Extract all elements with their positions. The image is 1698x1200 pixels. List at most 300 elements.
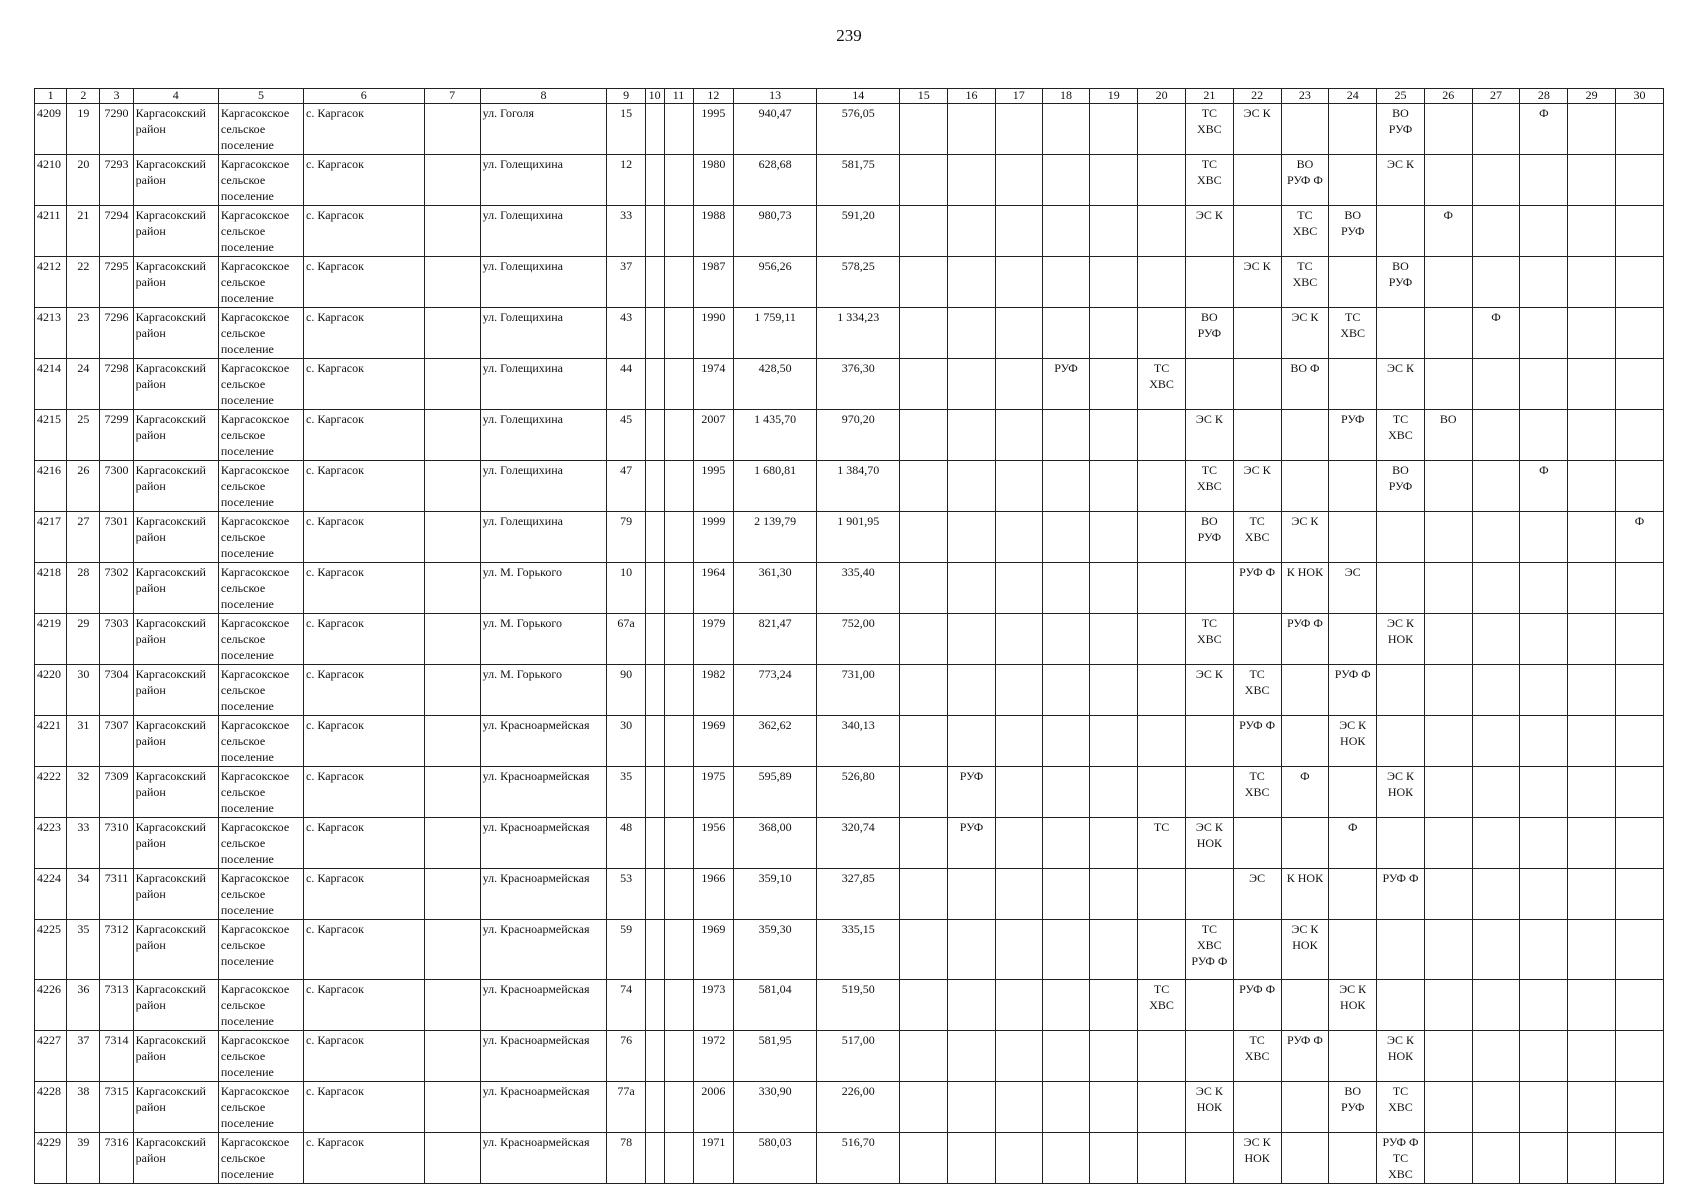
cell-col-30 <box>1616 1031 1664 1082</box>
cell-col-29 <box>1568 614 1616 665</box>
cell-col-7 <box>424 980 480 1031</box>
cell-col-28: Ф <box>1520 104 1568 155</box>
cell-col-23 <box>1281 980 1329 1031</box>
cell-col-21: ЭС К <box>1185 206 1233 257</box>
cell-col-4: Каргасокский район <box>133 206 218 257</box>
cell-col-11 <box>664 1031 693 1082</box>
cell-col-18 <box>1042 767 1090 818</box>
cell-col-9: 53 <box>607 869 645 920</box>
cell-col-28 <box>1520 1082 1568 1133</box>
cell-col-28 <box>1520 410 1568 461</box>
cell-col-10 <box>645 308 664 359</box>
cell-col-17 <box>995 206 1042 257</box>
cell-col-7 <box>424 1082 480 1133</box>
cell-col-11 <box>664 920 693 980</box>
cell-col-12: 2007 <box>693 410 734 461</box>
cell-col-13: 1 759,11 <box>734 308 817 359</box>
cell-col-11 <box>664 716 693 767</box>
cell-col-23: ЭС К <box>1281 512 1329 563</box>
cell-col-5: Каргасокское сельское поселение <box>218 155 303 206</box>
cell-col-30 <box>1616 614 1664 665</box>
cell-col-13: 1 680,81 <box>734 461 817 512</box>
cell-col-18 <box>1042 980 1090 1031</box>
cell-col-27: Ф <box>1472 308 1520 359</box>
cell-col-27 <box>1472 155 1520 206</box>
cell-col-7 <box>424 869 480 920</box>
cell-col-6: с. Каргасок <box>304 359 425 410</box>
cell-col-26 <box>1424 767 1472 818</box>
cell-col-20 <box>1138 1031 1186 1082</box>
cell-col-22: ТС ХВС <box>1233 665 1281 716</box>
cell-col-28 <box>1520 614 1568 665</box>
cell-col-6: с. Каргасок <box>304 818 425 869</box>
cell-col-12: 1999 <box>693 512 734 563</box>
cell-col-30 <box>1616 359 1664 410</box>
cell-col-8: ул. Красноармейская <box>480 716 607 767</box>
cell-col-20 <box>1138 104 1186 155</box>
cell-col-4: Каргасокский район <box>133 155 218 206</box>
cell-col-10 <box>645 665 664 716</box>
cell-col-14: 1 334,23 <box>817 308 900 359</box>
cell-col-30 <box>1616 716 1664 767</box>
cell-col-4: Каргасокский район <box>133 716 218 767</box>
table-row <box>35 1082 1664 1133</box>
cell-col-5: Каргасокское сельское поселение <box>218 359 303 410</box>
cell-col-22 <box>1233 920 1281 980</box>
cell-col-25: РУФ Ф <box>1377 869 1425 920</box>
cell-col-8: ул. Голещихина <box>480 512 607 563</box>
cell-col-24 <box>1329 155 1377 206</box>
column-header-10: 10 <box>645 89 664 104</box>
cell-col-30 <box>1616 1133 1664 1184</box>
table-row <box>35 665 1664 716</box>
cell-col-11 <box>664 206 693 257</box>
cell-col-17 <box>995 359 1042 410</box>
cell-col-14: 376,30 <box>817 359 900 410</box>
cell-col-19 <box>1090 563 1138 614</box>
cell-col-16 <box>948 563 996 614</box>
cell-col-17 <box>995 869 1042 920</box>
cell-col-15 <box>900 869 948 920</box>
cell-col-17 <box>995 980 1042 1031</box>
cell-col-7 <box>424 1133 480 1184</box>
cell-col-14: 526,80 <box>817 767 900 818</box>
cell-col-6: с. Каргасок <box>304 206 425 257</box>
cell-col-19 <box>1090 767 1138 818</box>
cell-col-12: 1995 <box>693 461 734 512</box>
cell-col-26 <box>1424 869 1472 920</box>
column-header-13: 13 <box>734 89 817 104</box>
cell-col-3: 7295 <box>100 257 133 308</box>
cell-col-22 <box>1233 206 1281 257</box>
cell-col-30 <box>1616 155 1664 206</box>
cell-col-29 <box>1568 257 1616 308</box>
cell-col-25: ТС ХВС <box>1377 410 1425 461</box>
cell-col-22 <box>1233 614 1281 665</box>
cell-col-19 <box>1090 1031 1138 1082</box>
cell-col-20 <box>1138 665 1186 716</box>
cell-col-27 <box>1472 410 1520 461</box>
cell-col-20 <box>1138 1082 1186 1133</box>
cell-col-5: Каргасокское сельское поселение <box>218 206 303 257</box>
cell-col-23: К НОК <box>1281 563 1329 614</box>
cell-col-26 <box>1424 980 1472 1031</box>
cell-col-6: с. Каргасок <box>304 104 425 155</box>
table-row <box>35 257 1664 308</box>
cell-col-3: 7316 <box>100 1133 133 1184</box>
cell-col-21: ТС ХВС <box>1185 104 1233 155</box>
cell-col-11 <box>664 1133 693 1184</box>
cell-col-15 <box>900 1031 948 1082</box>
cell-col-20 <box>1138 410 1186 461</box>
cell-col-6: с. Каргасок <box>304 767 425 818</box>
cell-col-3: 7311 <box>100 869 133 920</box>
cell-col-5: Каргасокское сельское поселение <box>218 665 303 716</box>
cell-col-13: 940,47 <box>734 104 817 155</box>
cell-col-21 <box>1185 869 1233 920</box>
cell-col-5: Каргасокское сельское поселение <box>218 920 303 980</box>
cell-col-19 <box>1090 869 1138 920</box>
cell-col-1: 4210 <box>35 155 67 206</box>
cell-col-4: Каргасокский район <box>133 1133 218 1184</box>
cell-col-18 <box>1042 818 1090 869</box>
cell-col-26 <box>1424 308 1472 359</box>
cell-col-5: Каргасокское сельское поселение <box>218 308 303 359</box>
cell-col-3: 7304 <box>100 665 133 716</box>
cell-col-30 <box>1616 1082 1664 1133</box>
cell-col-21 <box>1185 359 1233 410</box>
cell-col-3: 7313 <box>100 980 133 1031</box>
cell-col-3: 7303 <box>100 614 133 665</box>
cell-col-27 <box>1472 920 1520 980</box>
cell-col-8: ул. Красноармейская <box>480 818 607 869</box>
cell-col-4: Каргасокский район <box>133 1082 218 1133</box>
cell-col-13: 368,00 <box>734 818 817 869</box>
cell-col-25 <box>1377 512 1425 563</box>
cell-col-1: 4209 <box>35 104 67 155</box>
cell-col-9: 48 <box>607 818 645 869</box>
cell-col-10 <box>645 563 664 614</box>
cell-col-12: 1964 <box>693 563 734 614</box>
cell-col-22: ЭС К НОК <box>1233 1133 1281 1184</box>
cell-col-15 <box>900 818 948 869</box>
cell-col-12: 2006 <box>693 1082 734 1133</box>
cell-col-26: Ф <box>1424 206 1472 257</box>
cell-col-13: 359,10 <box>734 869 817 920</box>
cell-col-10 <box>645 359 664 410</box>
cell-col-15 <box>900 512 948 563</box>
table-row <box>35 614 1664 665</box>
column-header-22: 22 <box>1233 89 1281 104</box>
cell-col-8: ул. Голещихина <box>480 359 607 410</box>
cell-col-5: Каргасокское сельское поселение <box>218 410 303 461</box>
column-header-30: 30 <box>1616 89 1664 104</box>
cell-col-19 <box>1090 104 1138 155</box>
cell-col-27 <box>1472 980 1520 1031</box>
cell-col-14: 1 901,95 <box>817 512 900 563</box>
cell-col-15 <box>900 980 948 1031</box>
cell-col-11 <box>664 614 693 665</box>
cell-col-8: ул. Красноармейская <box>480 1031 607 1082</box>
cell-col-20 <box>1138 512 1186 563</box>
cell-col-14: 335,40 <box>817 563 900 614</box>
cell-col-4: Каргасокский район <box>133 980 218 1031</box>
cell-col-28 <box>1520 1133 1568 1184</box>
cell-col-30 <box>1616 104 1664 155</box>
cell-col-18 <box>1042 512 1090 563</box>
cell-col-3: 7309 <box>100 767 133 818</box>
cell-col-18 <box>1042 563 1090 614</box>
cell-col-2: 30 <box>67 665 100 716</box>
cell-col-10 <box>645 461 664 512</box>
cell-col-17 <box>995 257 1042 308</box>
cell-col-14: 517,00 <box>817 1031 900 1082</box>
cell-col-1: 4223 <box>35 818 67 869</box>
cell-col-1: 4216 <box>35 461 67 512</box>
cell-col-10 <box>645 920 664 980</box>
cell-col-4: Каргасокский район <box>133 359 218 410</box>
cell-col-24 <box>1329 104 1377 155</box>
cell-col-19 <box>1090 461 1138 512</box>
cell-col-30 <box>1616 767 1664 818</box>
cell-col-20 <box>1138 563 1186 614</box>
cell-col-1: 4221 <box>35 716 67 767</box>
cell-col-8: ул. Красноармейская <box>480 1082 607 1133</box>
column-header-15: 15 <box>900 89 948 104</box>
cell-col-25 <box>1377 980 1425 1031</box>
cell-col-28 <box>1520 155 1568 206</box>
cell-col-29 <box>1568 563 1616 614</box>
cell-col-26 <box>1424 1031 1472 1082</box>
cell-col-2: 32 <box>67 767 100 818</box>
cell-col-18 <box>1042 461 1090 512</box>
column-header-25: 25 <box>1377 89 1425 104</box>
cell-col-22 <box>1233 308 1281 359</box>
cell-col-10 <box>645 206 664 257</box>
table-row <box>35 716 1664 767</box>
cell-col-15 <box>900 665 948 716</box>
cell-col-14: 752,00 <box>817 614 900 665</box>
cell-col-25: ЭС К НОК <box>1377 767 1425 818</box>
cell-col-2: 21 <box>67 206 100 257</box>
cell-col-28 <box>1520 1031 1568 1082</box>
cell-col-27 <box>1472 716 1520 767</box>
cell-col-15 <box>900 1082 948 1133</box>
cell-col-23: ЭС К НОК <box>1281 920 1329 980</box>
cell-col-19 <box>1090 308 1138 359</box>
cell-col-5: Каргасокское сельское поселение <box>218 614 303 665</box>
cell-col-3: 7307 <box>100 716 133 767</box>
cell-col-21: ВО РУФ <box>1185 512 1233 563</box>
cell-col-16 <box>948 359 996 410</box>
cell-col-17 <box>995 563 1042 614</box>
cell-col-11 <box>664 512 693 563</box>
cell-col-19 <box>1090 206 1138 257</box>
cell-col-10 <box>645 104 664 155</box>
cell-col-12: 1969 <box>693 716 734 767</box>
cell-col-23: ТС ХВС <box>1281 257 1329 308</box>
column-header-20: 20 <box>1138 89 1186 104</box>
cell-col-6: с. Каргасок <box>304 512 425 563</box>
cell-col-7 <box>424 410 480 461</box>
cell-col-13: 773,24 <box>734 665 817 716</box>
cell-col-7 <box>424 257 480 308</box>
cell-col-10 <box>645 716 664 767</box>
column-header-28: 28 <box>1520 89 1568 104</box>
cell-col-29 <box>1568 980 1616 1031</box>
cell-col-1: 4219 <box>35 614 67 665</box>
cell-col-4: Каргасокский район <box>133 614 218 665</box>
cell-col-16 <box>948 665 996 716</box>
cell-col-29 <box>1568 665 1616 716</box>
cell-col-16 <box>948 461 996 512</box>
cell-col-9: 45 <box>607 410 645 461</box>
cell-col-5: Каргасокское сельское поселение <box>218 1133 303 1184</box>
cell-col-28 <box>1520 359 1568 410</box>
cell-col-8: ул. Голещихина <box>480 257 607 308</box>
column-header-11: 11 <box>664 89 693 104</box>
cell-col-24: РУФ Ф <box>1329 665 1377 716</box>
cell-col-16 <box>948 257 996 308</box>
cell-col-16 <box>948 614 996 665</box>
cell-col-26 <box>1424 563 1472 614</box>
cell-col-18: РУФ <box>1042 359 1090 410</box>
table-row <box>35 512 1664 563</box>
cell-col-7 <box>424 767 480 818</box>
cell-col-1: 4211 <box>35 206 67 257</box>
cell-col-1: 4226 <box>35 980 67 1031</box>
cell-col-13: 359,30 <box>734 920 817 980</box>
cell-col-23: ВО Ф <box>1281 359 1329 410</box>
cell-col-27 <box>1472 1031 1520 1082</box>
cell-col-3: 7310 <box>100 818 133 869</box>
cell-col-29 <box>1568 1031 1616 1082</box>
cell-col-30 <box>1616 920 1664 980</box>
cell-col-19 <box>1090 920 1138 980</box>
cell-col-8: ул. Красноармейская <box>480 920 607 980</box>
cell-col-2: 23 <box>67 308 100 359</box>
cell-col-2: 26 <box>67 461 100 512</box>
cell-col-11 <box>664 461 693 512</box>
cell-col-15 <box>900 716 948 767</box>
cell-col-7 <box>424 716 480 767</box>
cell-col-16 <box>948 206 996 257</box>
cell-col-4: Каргасокский район <box>133 1031 218 1082</box>
cell-col-7 <box>424 104 480 155</box>
cell-col-14: 516,70 <box>817 1133 900 1184</box>
cell-col-11 <box>664 104 693 155</box>
cell-col-19 <box>1090 359 1138 410</box>
cell-col-19 <box>1090 665 1138 716</box>
cell-col-5: Каргасокское сельское поселение <box>218 461 303 512</box>
cell-col-10 <box>645 1082 664 1133</box>
cell-col-22 <box>1233 410 1281 461</box>
cell-col-30 <box>1616 410 1664 461</box>
cell-col-12: 1975 <box>693 767 734 818</box>
cell-col-1: 4213 <box>35 308 67 359</box>
cell-col-30 <box>1616 308 1664 359</box>
cell-col-13: 1 435,70 <box>734 410 817 461</box>
cell-col-11 <box>664 155 693 206</box>
cell-col-26 <box>1424 614 1472 665</box>
cell-col-9: 76 <box>607 1031 645 1082</box>
cell-col-29 <box>1568 869 1616 920</box>
cell-col-26 <box>1424 920 1472 980</box>
cell-col-6: с. Каргасок <box>304 1133 425 1184</box>
cell-col-10 <box>645 155 664 206</box>
cell-col-15 <box>900 257 948 308</box>
cell-col-24 <box>1329 512 1377 563</box>
cell-col-6: с. Каргасок <box>304 308 425 359</box>
cell-col-21: ТС ХВС РУФ Ф <box>1185 920 1233 980</box>
cell-col-1: 4227 <box>35 1031 67 1082</box>
cell-col-18 <box>1042 614 1090 665</box>
cell-col-27 <box>1472 818 1520 869</box>
cell-col-12: 1979 <box>693 614 734 665</box>
page-number: 239 <box>836 26 862 45</box>
cell-col-14: 226,00 <box>817 1082 900 1133</box>
cell-col-12: 1995 <box>693 104 734 155</box>
cell-col-23 <box>1281 1082 1329 1133</box>
cell-col-13: 628,68 <box>734 155 817 206</box>
column-header-5: 5 <box>218 89 303 104</box>
cell-col-26 <box>1424 818 1472 869</box>
cell-col-7 <box>424 614 480 665</box>
cell-col-29 <box>1568 716 1616 767</box>
cell-col-17 <box>995 920 1042 980</box>
cell-col-26 <box>1424 257 1472 308</box>
cell-col-21 <box>1185 1031 1233 1082</box>
cell-col-3: 7293 <box>100 155 133 206</box>
cell-col-16 <box>948 155 996 206</box>
cell-col-30 <box>1616 980 1664 1031</box>
cell-col-15 <box>900 206 948 257</box>
cell-col-13: 956,26 <box>734 257 817 308</box>
cell-col-6: с. Каргасок <box>304 869 425 920</box>
cell-col-15 <box>900 614 948 665</box>
cell-col-22: РУФ Ф <box>1233 563 1281 614</box>
cell-col-6: с. Каргасок <box>304 980 425 1031</box>
cell-col-27 <box>1472 665 1520 716</box>
cell-col-19 <box>1090 1082 1138 1133</box>
cell-col-25: ЭС К <box>1377 155 1425 206</box>
cell-col-14: 970,20 <box>817 410 900 461</box>
column-header-18: 18 <box>1042 89 1090 104</box>
cell-col-25 <box>1377 716 1425 767</box>
cell-col-2: 39 <box>67 1133 100 1184</box>
cell-col-17 <box>995 665 1042 716</box>
cell-col-14: 327,85 <box>817 869 900 920</box>
cell-col-26 <box>1424 716 1472 767</box>
cell-col-18 <box>1042 257 1090 308</box>
cell-col-30: Ф <box>1616 512 1664 563</box>
cell-col-28 <box>1520 512 1568 563</box>
cell-col-18 <box>1042 308 1090 359</box>
cell-col-21 <box>1185 716 1233 767</box>
cell-col-25: ВО РУФ <box>1377 461 1425 512</box>
cell-col-27 <box>1472 1133 1520 1184</box>
cell-col-15 <box>900 563 948 614</box>
cell-col-19 <box>1090 512 1138 563</box>
table-row <box>35 980 1664 1031</box>
cell-col-23 <box>1281 716 1329 767</box>
cell-col-29 <box>1568 410 1616 461</box>
cell-col-23: РУФ Ф <box>1281 1031 1329 1082</box>
cell-col-6: с. Каргасок <box>304 461 425 512</box>
cell-col-17 <box>995 104 1042 155</box>
cell-col-24 <box>1329 359 1377 410</box>
cell-col-6: с. Каргасок <box>304 410 425 461</box>
